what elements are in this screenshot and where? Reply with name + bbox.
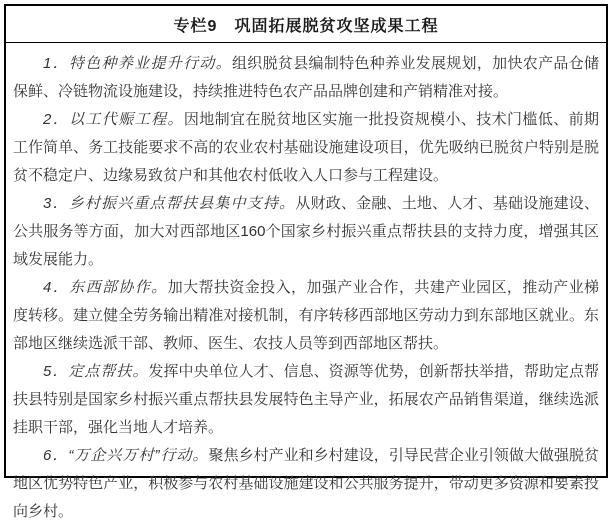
paragraph (13, 274, 599, 358)
paragraph-lead: 6．“万企兴万村”行动。 (43, 447, 209, 464)
panel-body (6, 43, 606, 526)
paragraph-lead: 4．东西部协作。 (43, 279, 168, 296)
panel-title: 专栏9 巩固拓展脱贫攻坚成果工程 (6, 6, 606, 43)
paragraph-text: 聚焦乡村产业和乡村建设，引导民营企业引领做大做强脱贫地区优势特色产业，积极参与农村基础设施建设和公共服务提升，带动更多资源和要素投向乡村。 (13, 447, 599, 520)
paragraph-lead: 3．乡村振兴重点帮扶县集中支持。 (43, 195, 296, 212)
paragraph-text: 发挥中央单位人才、信息、资源等优势，创新帮扶举措，帮助定点帮扶县特别是国家乡村振兴重点帮扶县发展特色主导产业，拓展农产品销售渠道，继续选派挂职干部，强化当地人才培养。 (13, 363, 599, 436)
column-box (4, 4, 608, 520)
paragraph-text: 从财政、金融、土地、人才、基础设施建设、公共服务等方面，加大对西部地区160个国家乡村振兴重点帮扶县的支持力度，增强其区域发展能力。 (13, 195, 599, 268)
paragraph (13, 442, 599, 526)
paragraph (13, 190, 599, 274)
paragraph-text: 组织脱贫县编制特色种养业发展规划，加快农产品仓储保鲜、冷链物流设施建设，持续推进特色农产品品牌创建和产销精准对接。 (13, 55, 599, 100)
paragraph (13, 50, 599, 106)
paragraph-lead: 1．特色种养业提升行动。 (43, 55, 232, 72)
paragraph (13, 358, 599, 442)
paragraph-lead: 5．定点帮扶。 (43, 363, 149, 380)
paragraph-text: 因地制宜在脱贫地区实施一批投资规模小、技术门槛低、前期工作简单、务工技能要求不高的农业农村基础设施建设项目，优先吸纳已脱贫户特别是脱贫不稳定户、边缘易致贫户和其他农村低收入人口参与工程建设。 (13, 111, 599, 184)
paragraph-text: 加大帮扶资金投入，加强产业合作，共建产业园区，推动产业梯度转移。建立健全劳务输出精准对接机制，有序转移西部地区劳动力到东部地区就业。东部地区继续选派干部、教师、医生、农技人员等到西部地区帮扶。 (13, 279, 600, 352)
paragraph (13, 106, 599, 190)
paragraph-lead: 2．以工代赈工程。 (43, 111, 184, 128)
